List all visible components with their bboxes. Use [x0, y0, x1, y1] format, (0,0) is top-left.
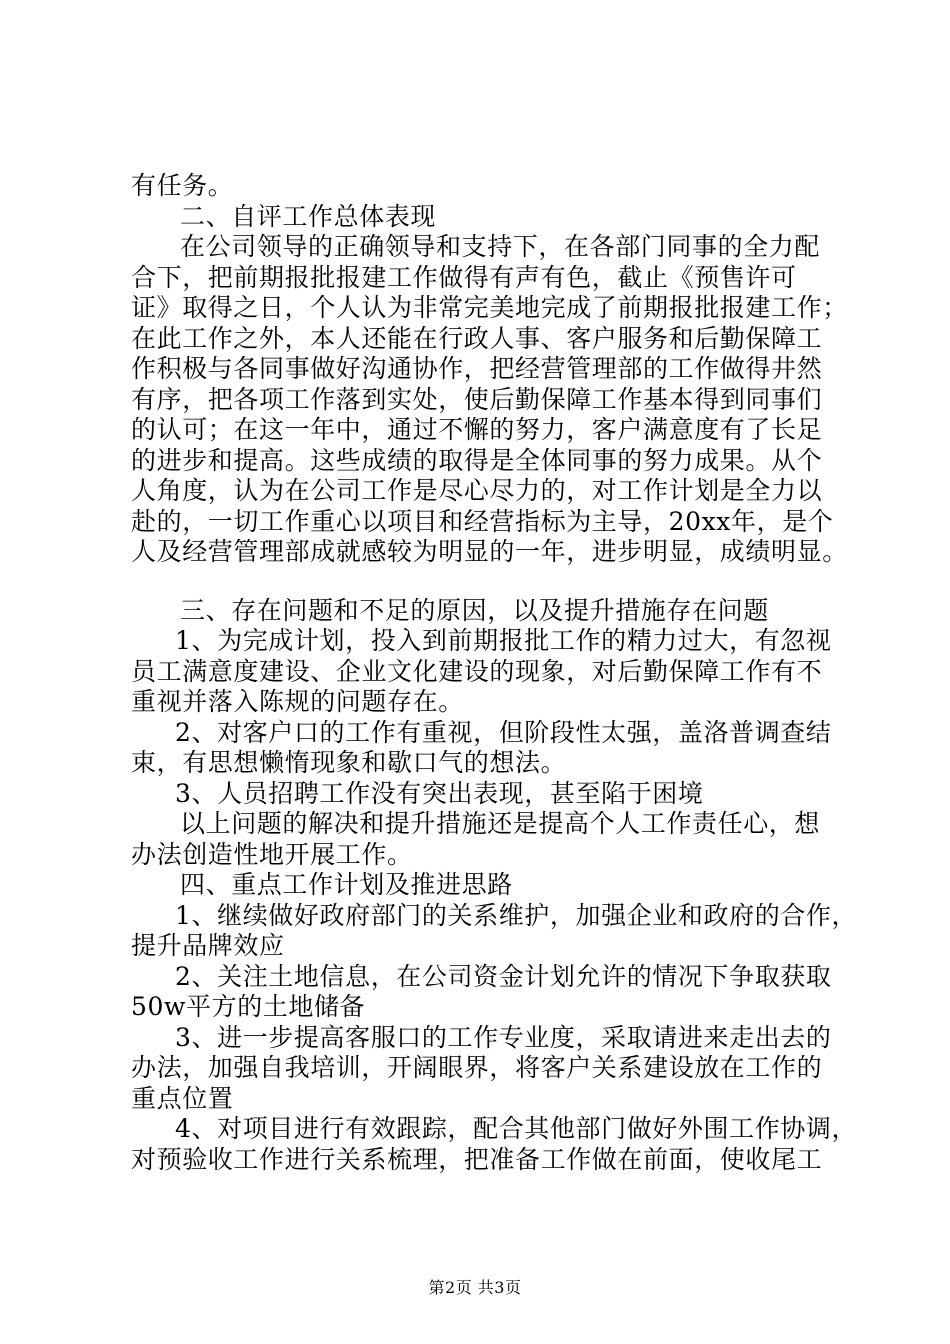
paragraph-line: 束，有思想懒惰现象和歇口气的想法。 [131, 748, 567, 777]
paragraph-gap [131, 568, 851, 596]
paragraph-line: 合下，把前期报批报建工作做得有声有色，截止《预售许可 [131, 262, 797, 292]
paragraph-line: 人角度，认为在公司工作是尽心尽力的，对工作计划是全力以 [131, 476, 823, 505]
section-heading: 三、存在问题和不足的原因，以及提升措施存在问题 [180, 595, 769, 625]
section-heading: 二、自评工作总体表现 [180, 201, 437, 231]
paragraph-line: 的认可；在这一年中，通过不懈的努力，客户满意度有了长足 [131, 415, 823, 444]
paragraph-line: 人及经营管理部成就感较为明显的一年，进步明显，成绩明显。 [131, 537, 848, 566]
paragraph-line: 员工满意度建设、企业文化建设的现象，对后勤保障工作有不 [131, 656, 823, 686]
paragraph-line: 3、人员招聘工作没有突出表现，甚至陷于困境 [175, 778, 704, 808]
paragraph-line: 办法创造性地开展工作。 [131, 839, 413, 869]
paragraph-line: 在公司领导的正确领导和支持下，在各部门同事的全力配 [180, 232, 821, 261]
paragraph-line: 1、为完成计划，投入到前期报批工作的精力过大，有忽视 [175, 626, 832, 655]
paragraph-line: 1、继续做好政府部门的关系维护，加强企业和政府的合作， [175, 900, 858, 930]
paragraph-line: 在此工作之外，本人还能在行政人事、客户服务和后勤保障工 [131, 323, 823, 353]
paragraph-line: 对预验收工作进行关系梳理，把准备工作做在前面，使收尾工 [131, 1144, 823, 1174]
paragraph-line: 作积极与各同事做好沟通协作，把经营管理部的工作做得井然 [131, 354, 823, 383]
paragraph-line: 重点位置 [131, 1083, 234, 1113]
document-body [131, 171, 858, 1175]
paragraph-line: 有序，把各项工作落到实处，使后勤保障工作基本得到同事们 [131, 384, 823, 414]
paragraph-line: 2、对客户口的工作有重视，但阶段性太强，盖洛普调查结 [175, 717, 832, 747]
section-heading: 四、重点工作计划及推进思路 [180, 870, 513, 899]
paragraph-line: 赴的，一切工作重心以项目和经营指标为主导，20xx年，是个 [131, 506, 834, 536]
paragraph-line: 重视并落入陈规的问题存在。 [131, 687, 464, 716]
page-number-footer: 第2页 共3页 [428, 1278, 522, 1297]
paragraph-line: 提升品牌效应 [131, 931, 285, 960]
paragraph-line: 2、关注土地信息，在公司资金计划允许的情况下争取获取 [175, 961, 832, 991]
paragraph-line: 的进步和提高。这些成绩的取得是全体同事的努力成果。从个 [131, 445, 823, 475]
paragraph-line: 4、对项目进行有效跟踪，配合其他部门做好外围工作协调， [175, 1114, 858, 1143]
paragraph-line: 3、进一步提高客服口的工作专业度，采取请进来走出去的 [175, 1022, 832, 1052]
paragraph-line: 50w平方的土地储备 [131, 992, 366, 1021]
paragraph-line: 办法，加强自我培训，开阔眼界，将客户关系建设放在工作的 [131, 1053, 823, 1082]
paragraph-line: 证》取得之日，个人认为非常完美地完成了前期报批报建工作； [131, 293, 848, 322]
paragraph-line: 有任务。 [131, 171, 234, 200]
paragraph-line: 以上问题的解决和提升措施还是提高个人工作责任心，想 [180, 809, 821, 838]
